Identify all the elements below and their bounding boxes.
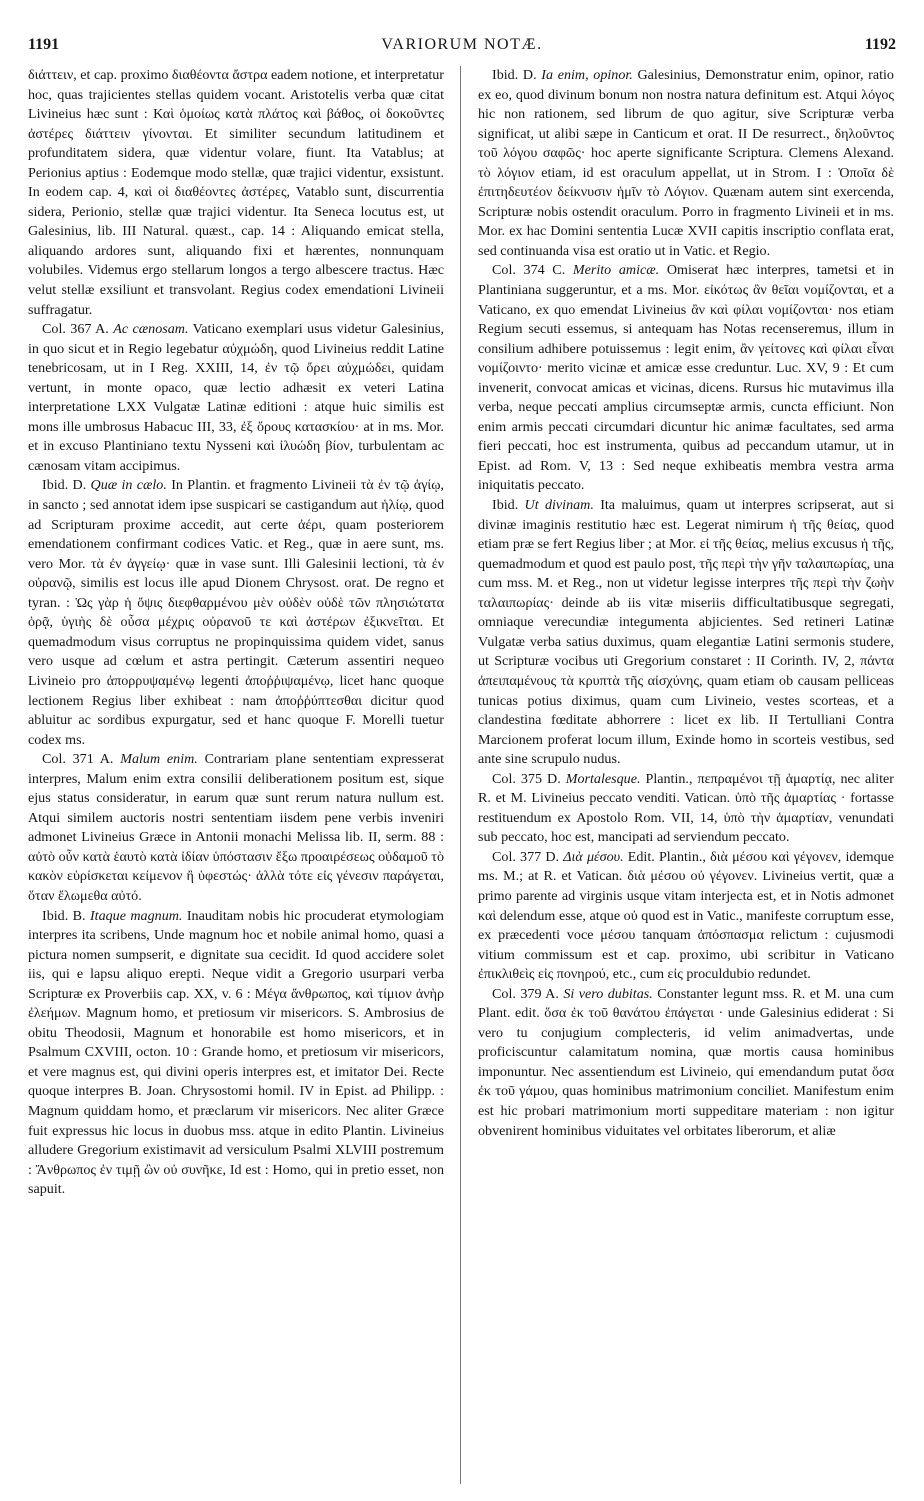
note-text: Galesinius, Demonstratur enim, opinor, ratio ex eo, quod divinum bonum non nostra natura definitum est. Atqui λόγος hic non rationem, sed librum de quo agitur, sive Scripturæ verba significat, ut alibi sæpe in Canticum et orat. II De resurrect., δηλοῦντος τοῦ λόγου σαφῶς· hoc aperte significante Scriptura. Clemens Alexand. τὸ λόγιον etiam, id est oraculum appellat, ut in Strom. I : Ὁποῖα δὲ ἐπιτηδευτέον δείκνυσιν ἡμῖν τὸ Λόγιον. Quænam autem sint exercenda, Scripturæ nobis ostendit oraculum. Porro in fragmento Livineii et in ms. Mor. ex hac Domini sententia Lucæ XVII capitis inscriptio conflata erat, sed continuanda visa est oratio ut in Vatic. et Regio. — [478, 67, 894, 259]
note-text: Ita maluimus, quam ut interpres scripserat, aut si divinæ imaginis restitutio hæc est. Legerat nimirum ἡ τῆς θείας, quod etiam præ se fert Regius liber ; at Mor. εἰ τῆς θείας, melius excusus ἡ τῆς, quemadmodum et quod est paulo post, τῆς περὶ τὴν γῆν ταλαιπωρίας, una cum mss. M. et Reg., non ut videtur legisse interpres τῆς περὶ τὴν ζωὴν ταλαιπωρίας· deinde ab iis vitæ miseriis difficultatibusque segregati, omniaque verecundiæ integumenta abjicientes. Sed retineri Latinæ Vulgatæ verba satius duximus, quam elegantiæ Latini sermonis studere, ut Scripturæ vocibus uti Gregorium constaret : II Corinth. IV, 2, πάντα ἀπειπαμένους τὰ κρυπτὰ τῆς αἰσχύνης, quam etiam ob causam pelliceas tunicas potius diximus, quam cum Livineio, vestes scorteas, et a clandestina fœditate abhorrere : licet ex lib. II Tertulliani Contra Marcionem proferat locum illum, Exinde homo in scorteis vestibus, sed ante sine scrupulo nudus. — [478, 497, 894, 768]
note-paragraph — [478, 66, 894, 261]
note-reference: Col. 379 A. — [492, 985, 559, 1002]
note-paragraph — [28, 750, 444, 906]
note-text: Inauditam nobis hic procuderat etymologiam interpres ita scribens, Unde magnum hoc et nobile animal homo, quasi a pictura nomen sumpserit, e dignitate sua cecidit. Id quod accidere solet iis, qui e lapsu aliquo erepti. Neque vidit a Gregorio usurpari verba Scripturæ ex Proverbiis cap. XX, v. 6 : Μέγα ἄνθρωπος, καὶ τίμιον ἀνὴρ ἐλεήμων. Magnum homo, et pretiosum vir misericors. S. Ambrosius de obitu Theodosii, Magnum et honorabile est homo misericors, et in Psalmum CXVIII, octon. 10 : Grande homo, et pretiosum vir misericors, et vere magnus est, qui divini operis interpres est, et imitator Dei. Recte quoque interpres B. Joan. Chrysostomi homil. IV in Epist. ad Philipp. : Magnum quiddam homo, et præclarum vir misericors. Nec aliter Græce fuit expressus hic locus in duobus mss. atque in edito Plantin. Livineius alludere Gregorium existimavit ad versiculum Psalmi XLVIII postremum : Ἄνθρωπος ἐν τιμῇ ὢν οὐ συνῆκε, Id est : Homo, qui in pretio esset, non sapuit. — [28, 907, 444, 1198]
right-column — [478, 66, 894, 1484]
note-reference: Ibid. D. — [42, 477, 87, 494]
note-paragraph — [28, 66, 444, 320]
note-lemma: Ac cænosam. — [113, 321, 189, 338]
note-paragraph — [478, 848, 894, 985]
note-lemma: Quæ in cælo. — [90, 477, 167, 494]
note-reference: Ibid. — [492, 497, 519, 514]
running-title: VARIORUM NOTÆ. — [381, 36, 543, 53]
note-text: διάττειν, et cap. proximo διαθέοντα ἄστρα eadem notione, et interpretatur hoc, quas trajicientes stellas quidem vocant. Aristotelis verba quæ citat Livineius hæc sunt : Καὶ ὁμοίως κατὰ πλάτος καὶ βάθος, οἱ δοκοῦντες ἀστέρες διάττειν γίνονται. Et similiter secundum latitudinem et profunditatem sidera, quæ videntur volare, fiunt. Ita Vatablus; at Perionius aptius : Eodemque modo stellæ, quæ trajici videntur, exsistunt. In eodem cap. 4, καὶ οἱ διαθέοντες ἀστέρες, Vatablo sunt, discurrentia sidera, Perionio, stellæ quæ trajici videntur. Ita Seneca locutus est, ut Galesinius, lib. III Natural. quæst., cap. 14 : Aliquando emicat stella, aliquando ardores sunt, aliquando fixi et hærentes, nonnunquam volubiles. Videmus ergo stellarum longos a tergo albescere tractus. Hæc velut stellæ exsiliunt et transvolant. Regius codex emendationi Livineii suffragatur. — [28, 67, 444, 318]
left-column — [28, 66, 444, 1484]
note-paragraph — [28, 476, 444, 750]
note-lemma: Merito amicæ. — [572, 262, 660, 279]
note-paragraph — [478, 496, 894, 770]
column-divider — [460, 66, 461, 1484]
note-lemma: Si vero dubitas. — [563, 985, 653, 1002]
page-number-right: 1192 — [864, 36, 896, 53]
note-paragraph — [478, 770, 894, 848]
note-text: In Plantin. et fragmento Livineii τὰ ἐν τῷ ἁγίῳ, in sancto ; sed annotat idem ipse suspicari se castigandum aut ἡλίῳ, quod ad Scripturam proxime accedit, aut certe ἀέρι, quam posteriorem emendationem confirmant codices Vatic. et Reg., quæ in aere sunt, ms. vero Mor. τὰ ἐν ἀγγείῳ· quæ in vase sunt. Illi Galesinii lectioni, τὰ ἐν οὐρανῷ, similis est locus ille apud Dionem Chrysost. orat. De regno et tyran. : Ὡς γὰρ ἡ ὄψις διεφθαρμένου μὲν οὐδὲν οὐδὲ τῶν πλησιώτατα ὁρᾷ, ὑγιὴς δὲ οὖσα μέχρις οὐρανοῦ τε καὶ ἀστέρων ἐξικνεῖται. Et quemadmodum visus corruptus ne propinquissima quidem videt, sanus vero usque ad cœlum et astra pertingit. Cæterum assentiri nequeo Livineio pro ἀπορρυψαμένῳ legenti ἀποῤῥιψαμένῳ, licet hanc quoque lectionem Regius liber exhibeat : nam ἀποῤῥύπτεσθαι dicitur quod abluitur ac sordibus expurgatur, sed et hanc quoque F. Morelli tuetur codex ms. — [28, 477, 444, 748]
note-text: Constanter legunt mss. R. et M. una cum Plant. edit. ὅσα ἐκ τοῦ θανάτου ἐπάγεται · unde Galesinius ediderat : Si vero tu conjugium complecteris, id velim animadvertas, unde proficiscuntur calamitatum nomina, quæ mortis causa hominibus imponuntur. Nec assentiendum est Livineio, qui emendandum putat ὅσα ἐκ τοῦ γάμου, quas hominibus matrimonium conciliet. Manifestum enim est hic probari matrimonium morti suppeditare materiam : non igitur obvenirent hominibus viduitates vel orbitates liberorum, et aliæ — [478, 985, 894, 1139]
note-lemma: Ut divinam. — [524, 497, 594, 514]
note-reference: Col. 367 A. — [42, 321, 109, 338]
note-reference: Ibid. B. — [42, 907, 86, 924]
note-paragraph — [478, 261, 894, 496]
note-reference: Col. 375 D. — [492, 770, 561, 787]
note-lemma: Διὰ μέσου. — [563, 848, 624, 865]
note-reference: Col. 377 D. — [492, 848, 560, 865]
note-lemma: Itaque magnum. — [89, 907, 183, 924]
note-reference: Ibid. D. — [492, 67, 537, 83]
note-text: Omiserat hæc interpres, tametsi et in Plantiniana suggeruntur, et a ms. Mor. εἰκότως ἂν θεῖαι νομίζονται, et a Vaticano, ex quo emendat Livineius ἂν καὶ φίλαι νομίζονται· nos etiam Regium secuti essemus, si antequam has Notas recenseremus, illum in consilium adhibere potuissemus : legit enim, ἂν γείτονες καὶ φίλαι εἶναι νομίζοιντο· merito vicinæ et amicæ esse creduntur. Luc. XV, 9 : Et cum invenerit, convocat amicas et vicinas, dicens. Rursus hic mutavimus illa verba, neque peccati amplius circumseptæ armis, cuncta efficiunt. Non enim armis peccati circumdari dicuntur hic animæ facultates, sed arma fieri peccati, hoc est instrumenta, quibus ad peccandum utamur, ut in Epist. ad Rom. V, 13 : Sed neque exhibeatis membra vestra arma iniquitatis peccato. — [478, 262, 894, 494]
page-header — [28, 36, 896, 58]
note-text: Plantin., πεπραμένοι τῇ ἁμαρτίᾳ, nec aliter R. et M. Livineius peccato venditi. Vatican. ὑπὸ τῆς ἁμαρτίας · fortasse restituendum ex Apostolo Rom. VII, 14, ὑπὸ τὴν ἁμαρτίαν, venundati sub peccato, hoc est, mancipati ad serviendum peccato. — [478, 770, 894, 846]
note-text: Edit. Plantin., διὰ μέσου καὶ γέγονεν, idemque ms. M.; at R. et Vatican. διὰ μέσου οὐ γέγονεν. Livineius vertit, quæ a primo parente ad virginis usque vitam interjecta est, et in Notis admonet καὶ delendum esse, atque οὐ quod est in Vatic., manifeste corruptum esse, ex præcedenti voce μέσου tanquam ἀπόσπασμα relictum : cujusmodi vitium commissum est et cap. proximo, ubi scribitur in Vaticano ἐπικλιθεὶς εἰς πονηρού, etc., cum εἰς proculdubio redundet. — [478, 848, 894, 983]
note-reference: Col. 371 A. — [42, 751, 114, 768]
note-lemma: Mortalesque. — [565, 770, 641, 787]
note-paragraph — [28, 907, 444, 1200]
note-text: Contrariam plane sententiam expresserat interpres, Malum enim extra consilii deliberationem positum est, sique ejus status consideratur, in earum quæ sunt rerum natura nullum est. Atqui similem auctoris nostri sententiam iisdem pene verbis inveniri admonet Livineius Græce in Antonii monachi Melissa lib. II, serm. 88 : αὐτὸ οὖν κατὰ ἑαυτὸ κατὰ ἰδίαν ὑπόστασιν ἔξω προαιρέσεως οὐδαμοῦ τὸ κακὸν εὑρίσκεται κείμενον ἢ ὑφεστώς· ἀλλὰ τότε εἰς γένεσιν παράγεται, ὅταν ἔλωμεθα αὐτό. — [28, 751, 444, 904]
note-text: Vaticano exemplari usus videtur Galesinius, in quo sicut et in Regio legebatur αὐχμώδη, quod Livineius reddit Latine tenebricosam, ut in I Reg. XXIII, 14, ἐν τῷ ὄρει αὐχμώδει, quidam vertunt, in monte opaco, quæ lectio adhæsit ex veteri Latina interpretatione LXX Vulgatæ Latinæ editioni : atque huic similis est mons ille umbrosus Habacuc III, 33, ἐξ ὄρους κατασκίου· at in ms. Mor. et in excuso Plantiniano textu Nysseni καὶ ἰλυώδη βίον, turbulentam ac cænosam vitam accipimus. — [28, 321, 444, 474]
note-lemma: Malum enim. — [120, 751, 198, 768]
page-number-left: 1191 — [28, 36, 60, 53]
note-reference: Col. 374 C. — [492, 262, 566, 279]
note-paragraph — [478, 985, 894, 1141]
note-paragraph — [28, 320, 444, 476]
note-lemma: Ia enim, opinor. — [541, 67, 633, 83]
